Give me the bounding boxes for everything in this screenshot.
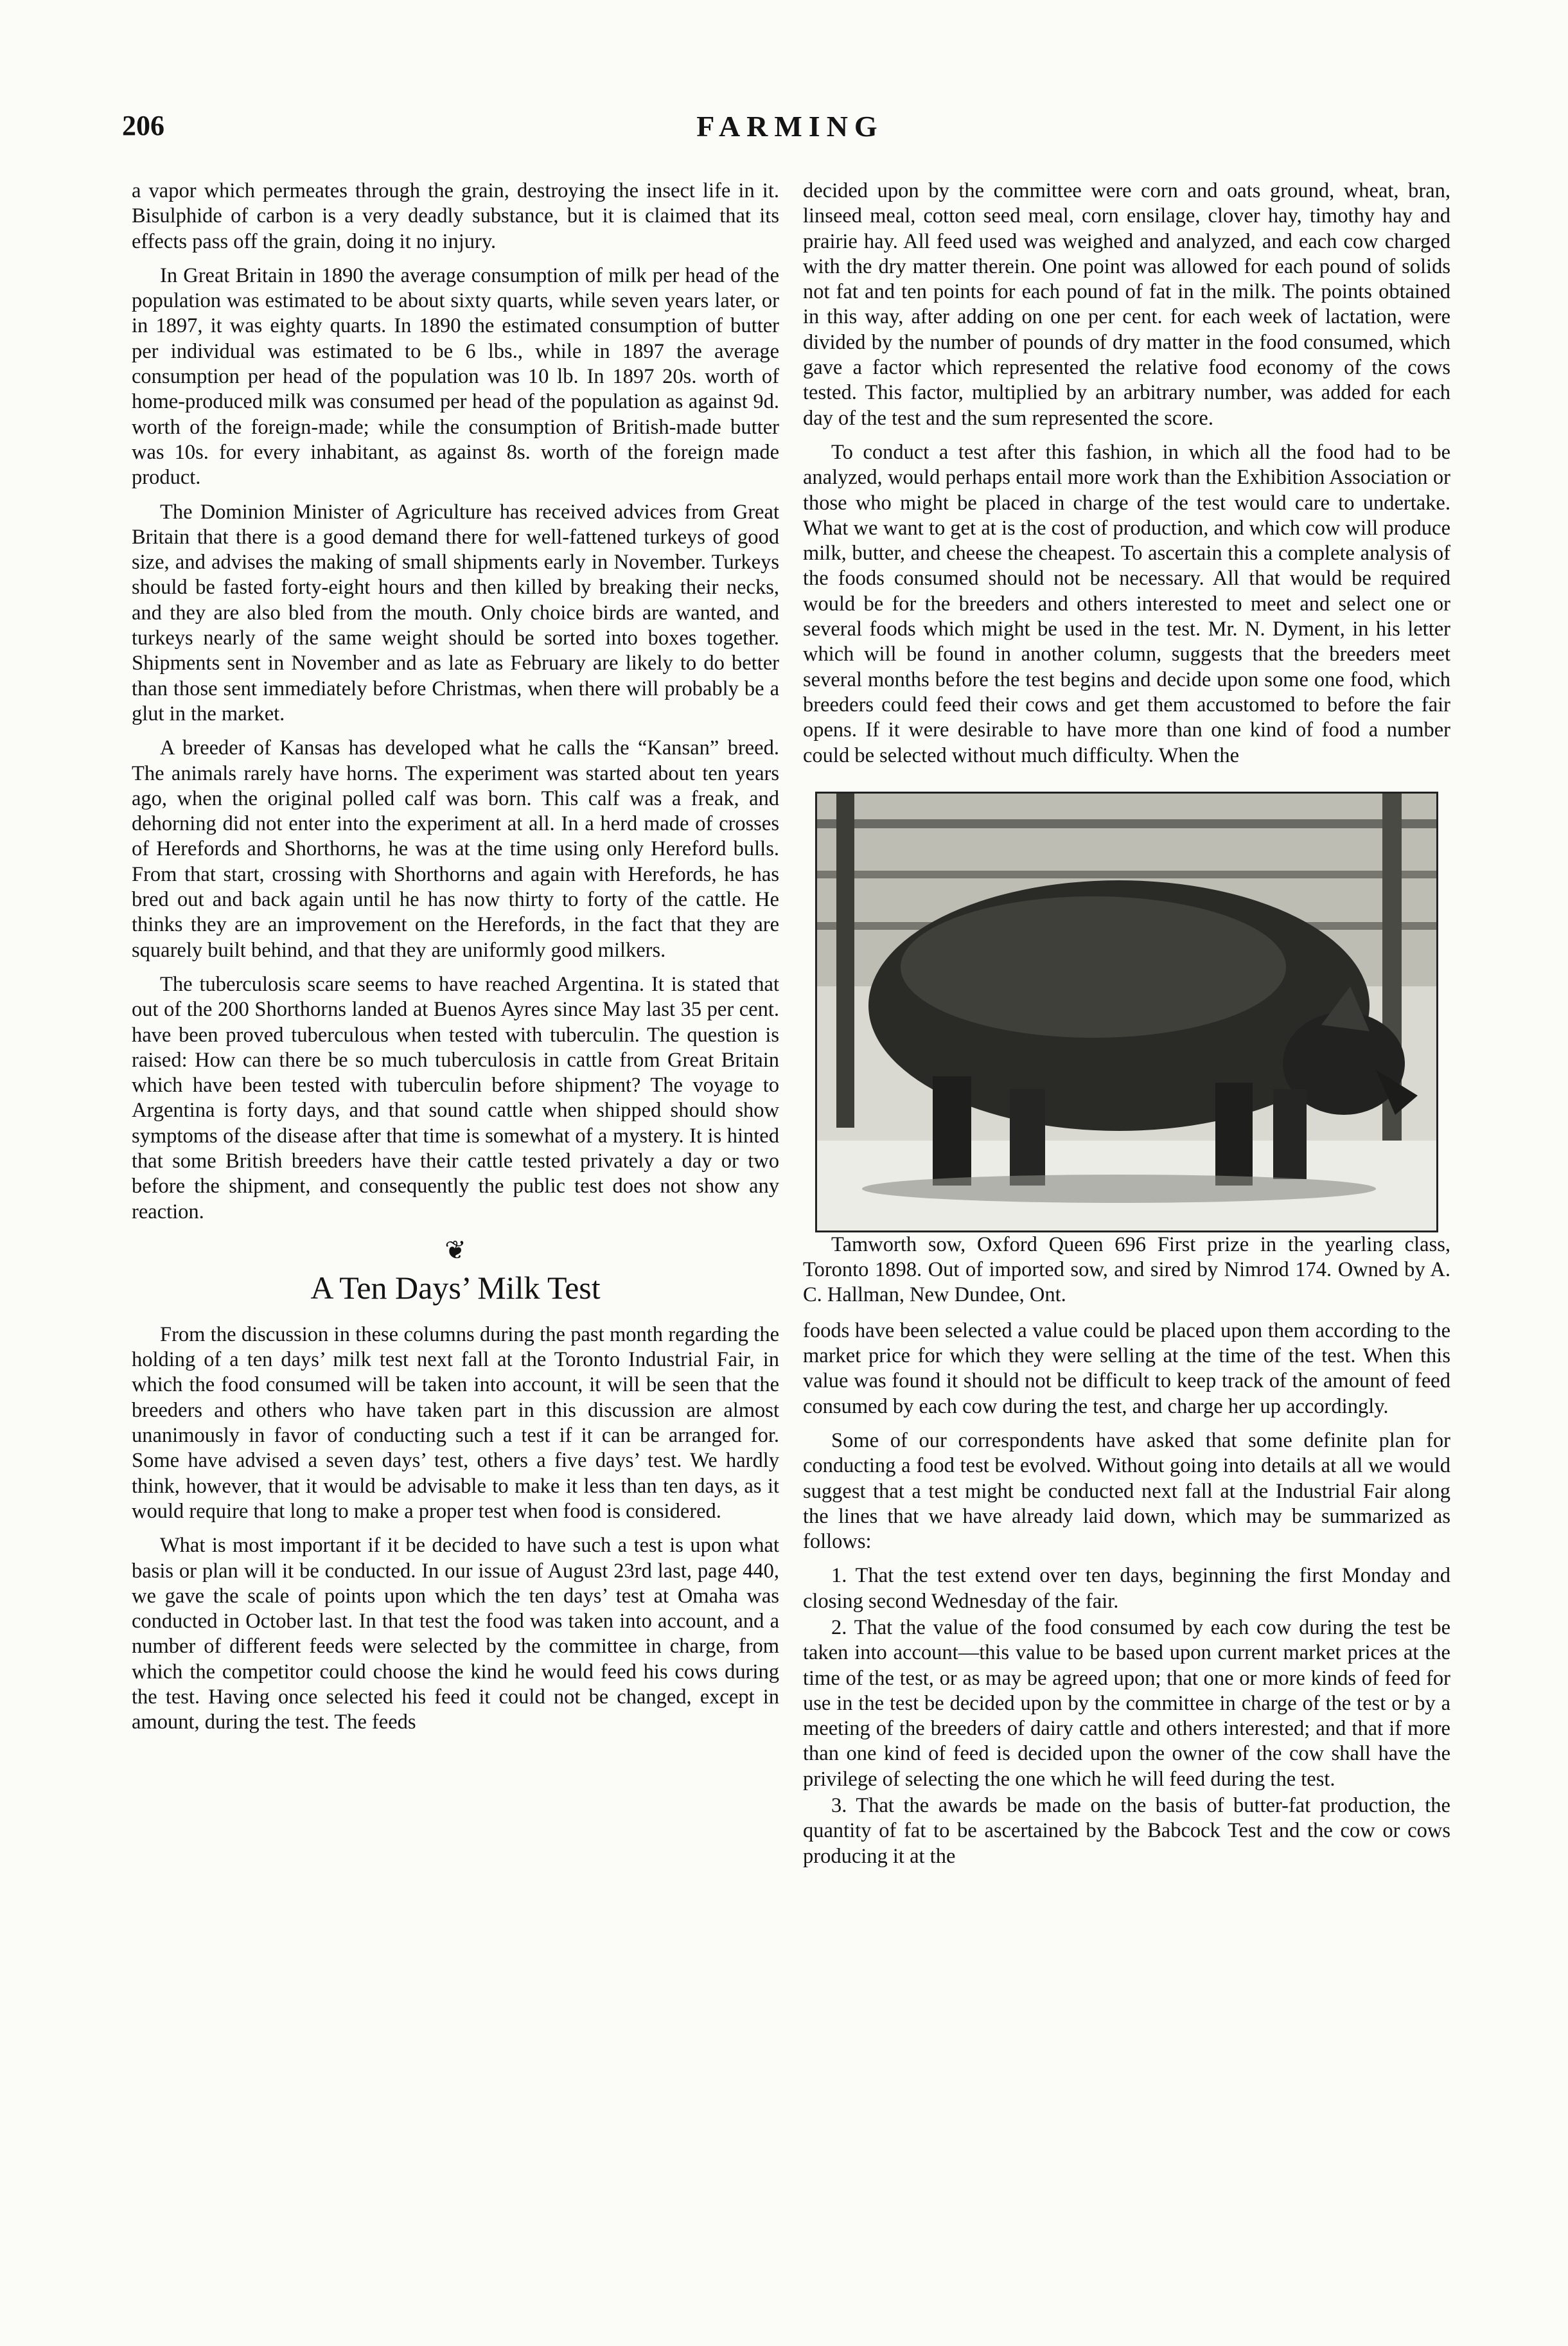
list-item-awards: 3. That the awards be made on the basis of butter-fat production, the quantity of fat to be ascertained by the Babcock Test and the cow or cows producing it at the bbox=[803, 1794, 1450, 1868]
paragraph-kansan-breed: A breeder of Kansas has developed what he calls the “Kansan” breed. The animals rarely have horns. The experiment was started about ten years ago, when the original polled calf was born. This calf was a freak, and dehorning did not enter into the experiment at all. In a herd made of crosses of Herefords and Shorthorns, he was at the time using only Hereford bulls. From that start, crossing with Shorthorns and again with Herefords, he has bred out and back again until he has now thirty to forty of the cattle. He thinks they are an improvement on the Herefords, in the fact that they are squarely built behind, and that they are uniformly good milkers. bbox=[132, 736, 779, 962]
paragraph-milk-consumption: In Great Britain in 1890 the average consumption of milk per head of the population was estimated to be about sixty quarts, while seven years later, or in 1897, it was eighty quarts. In 1890 the estimated consumption of butter per individual was estimated to be 6 lbs., while in 1897 the average consumption per head of the population was 10 lb. In 1897 20s. worth of home-produced milk was consumed per head of the population as against 9d. worth of the foreign-made; while the consumption of British-made butter was 10s. for every inhabitant, as against 8s. worth of the foreign made product. bbox=[132, 263, 779, 490]
page-number: 206 bbox=[122, 110, 164, 141]
figure bbox=[803, 792, 1450, 1308]
fleuron-ornament: ❦ bbox=[445, 1235, 466, 1265]
paragraph-feeds-decided: decided upon by the committee were corn and oats ground, wheat, bran, linseed meal, cotton seed meal, corn ensilage, clover hay, timothy hay and prairie hay. All feed used was weighed and analyzed, and each cow charged with the dry matter therein. One point was allowed for each pound of solids not fat and ten points for each pound of fat in the milk. The points obtained in this way, after adding on one per cent. for each week of lactation, were divided by the number of pounds of dry matter in the food consumed, which gave a factor which represented the relative food economy of the cows tested. This factor, multiplied by an arbitrary number, was added for each day of the test and the sum represented the score. bbox=[803, 179, 1450, 430]
paragraph-food-value: foods have been selected a value could be placed upon them according to the market price for which they were selling at the time of the test. When this value was found it should not be difficult to keep track of the amount of feed consumed by each cow during the test, and charge her up accordingly. bbox=[803, 1319, 1450, 1418]
article-title: A Ten Days’ Milk Test bbox=[310, 1269, 601, 1306]
sow-photograph bbox=[815, 792, 1438, 1232]
paragraph-milk-test-intro: From the discussion in these columns during the past month regarding the holding of a ten days’ milk test next fall at the Toronto Industrial Fair, in which the food consumed will be taken into account, it will be seen that the breeders and others who have taken part in this discussion are almost unanimously in favor of conducting such a test if it can be arranged for. Some have advised a seven days’ test, others a five days’ test. We hardly think, however, that it would be advisable to make it less than ten days, as it would require that long to make a proper test when food is considered. bbox=[132, 1322, 779, 1523]
list-item-food-value: 2. That the value of the food consumed by each cow during the test be taken into account—this value to be based upon current market prices at the time of the test, or as may be agreed upon; that one or more kinds of feed for use in the test be decided upon by the committee in charge of the test or by a meeting of the breeders of dairy cattle and others interested; and that if more than one kind of feed is decided upon the owner of the cow shall have the privilege of selecting the one which he will feed during the test. bbox=[803, 1615, 1450, 1791]
sow-photo-illustration bbox=[817, 794, 1436, 1231]
paragraph-milk-test-basis: What is most important if it be decided to have such a test is upon what basis or plan will it be conducted. In our issue of August 23rd last, page 440, we gave the scale of points upon which the ten days’ test at Omaha was conducted in October last. In that test the food was taken into account, and a number of different feeds were selected by the committee in charge, from which the competitor could choose the kind he would feed his cows during the test. Having once selected his feed it could not be changed, except in amount, during the test. The feeds bbox=[132, 1534, 779, 1734]
photo-caption: Tamworth sow, Oxford Queen 696 First prize in the yearling class, Toronto 1898. Out of imported sow, and sired by Nimrod 174. Owned by A. C. Hallman, New Dundee, Ont. bbox=[803, 1232, 1450, 1307]
paragraph-bisulphide: a vapor which permeates through the grain, destroying the insect life in it. Bisulphide of carbon is a very deadly substance, but it is claimed that its effects pass off the grain, doing it no injury. bbox=[132, 179, 779, 253]
left-column bbox=[132, 179, 779, 1745]
page-header bbox=[122, 109, 1458, 154]
running-head: FARMING bbox=[696, 110, 884, 143]
right-column bbox=[803, 179, 1450, 1871]
paragraph-conduct-test: To conduct a test after this fashion, in which all the food had to be analyzed, would perhaps entail more work than the Exhibition Association or those who might be placed in charge of the test would care to undertake. What we want to get at is the cost of production, and which cow will produce milk, butter, and cheese the cheapest. To ascertain this a complete analysis of the foods consumed should not be necessary. All that would be required would be for the breeders and others interested to meet and select one or several foods which might be used in the test. Mr. N. Dyment, in his letter which will be found in another column, suggests that the breeders meet several months before the test begins and decide upon some one food, which breeders could feed their cows and get them accustomed to before the fair opens. If it were desirable to have more than one kind of food a number could be selected without much difficulty. When the bbox=[803, 440, 1450, 767]
list-item-test-duration: 1. That the test extend over ten days, beginning the first Monday and closing second Wednesday of the fair. bbox=[803, 1564, 1450, 1613]
paragraph-turkeys: The Dominion Minister of Agriculture has received advices from Great Britain that there is a good demand there for well-fattened turkeys of good size, and advises the making of small shipments early in November. Turkeys should be fasted forty-eight hours and then killed by breaking their necks, and they are also bled from the mouth. Only choice birds are wanted, and turkeys nearly of the same weight should be sorted into boxes together. Shipments sent in November and as late as February are likely to do better than those sent immediately before Christmas, when there will probably be a glut in the market. bbox=[132, 500, 779, 725]
paragraph-tuberculosis: The tuberculosis scare seems to have reached Argentina. It is stated that out of the 200 Shorthorns landed at Buenos Ayres since May last 35 per cent. have been proved tuberculous when tested with tuberculin. The question is raised: How can there be so much tuberculosis in cattle from Great Britain which have been tested with tuberculin before shipment? The voyage to Argentina is forty days, and that sound cattle when shipped should show symptoms of the disease after that time is somewhat of a mystery. It is hinted that some British breeders have their cattle tested privately a day or two before the shipment, and consequently the public test does not show any reaction. bbox=[132, 972, 779, 1223]
paragraph-definite-plan: Some of our correspondents have asked that some definite plan for conducting a food test be evolved. Without going into details at all we would suggest that a test might be conducted next fall at the Industrial Fair along the lines that we have already laid down, which may be summarized as follows: bbox=[803, 1428, 1450, 1554]
